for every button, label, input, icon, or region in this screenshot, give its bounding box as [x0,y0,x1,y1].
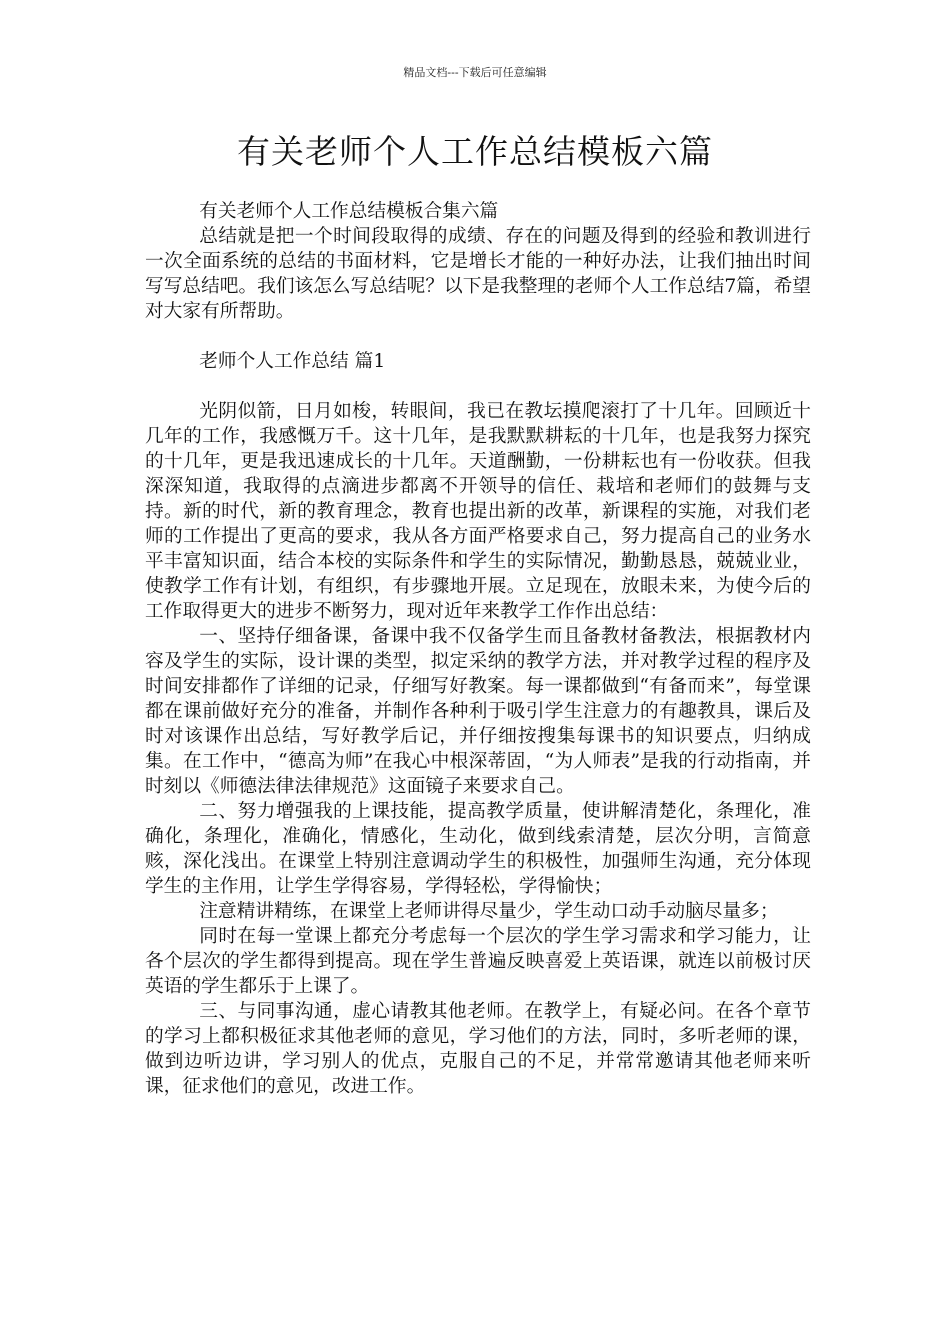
blank-line [145,374,811,399]
body-paragraph: 光阴似箭，日月如梭，转眼间，我已在教坛摸爬滚打了十几年。回顾近十几年的工作，我感慨万千。这十几年，是我默默耕耘的十几年，也是我努力探究的十几年，更是我迅速成长的十几年。天道酬勤，一份耕耘也有一份收获。但我深深知道，我取得的点滴进步都离不开领导的信任、栽培和老师们的鼓舞与支持。新的时代，新的教育理念，教育也提出新的改革，新课程的实施，对我们老师的工作提出了更高的要求，我从各方面严格要求自己，努力提高自己的业务水平丰富知识面，结合本校的实际条件和学生的实际情况，勤勤恳恳，兢兢业业，使教学工作有计划，有组织，有步骤地开展。立足现在，放眼未来，为使今后的工作取得更大的进步不断努力，现对近年来教学工作作出总结： [145,401,811,622]
document-title: 有关老师个人工作总结模板六篇 [237,132,713,171]
body-paragraph: 同时在每一堂课上都充分考虑每一个层次的学生学习需求和学习能力，让各个层次的学生都得到提高。现在学生普遍反映喜爱上英语课，就连以前极讨厌英语的学生都乐于上课了。 [145,926,811,997]
page-header: 精品文档---下载后可任意编辑 [403,66,547,79]
body-paragraph: 注意精讲精练，在课堂上老师讲得尽量少，学生动口动手动脑尽量多； [199,901,779,922]
document-body [145,199,811,1099]
document-subtitle: 有关老师个人工作总结模板合集六篇 [199,201,499,222]
body-paragraph: 二、努力增强我的上课技能，提高教学质量，使讲解清楚化，条理化，准确化，条理化，准确化，情感化，生动化，做到线索清楚，层次分明，言简意赅，深化浅出。在课堂上特别注意调动学生的积极性，加强师生沟通，充分体现学生的主作用，让学生学得容易，学得轻松，学得愉快； [145,801,811,897]
body-paragraph: 三、与同事沟通，虚心请教其他老师。在教学上，有疑必问。在各个章节的学习上都积极征求其他老师的意见，学习他们的方法，同时，多听老师的课，做到边听边讲，学习别人的优点，克服自己的不足，并常常邀请其他老师来听课，征求他们的意见，改进工作。 [145,1001,811,1097]
body-paragraph: 一、坚持仔细备课，备课中我不仅备学生而且备教材备教法，根据教材内容及学生的实际，设计课的类型，拟定采纳的教学方法，并对教学过程的程序及时间安排都作了详细的记录，仔细写好教案。每一课都做到“有备而来”，每堂课都在课前做好充分的准备，并制作各种利于吸引学生注意力的有趣教具，课后及时对该课作出总结，写好教学后记，并仔细按搜集每课书的知识要点，归纳成集。在工作中，“德高为师”在我心中根深蒂固，“为人师表”是我的行动指南，并时刻以《师德法律法律规范》这面镜子来要求自己。 [145,626,811,797]
blank-line [145,324,811,349]
intro-paragraph: 总结就是把一个时间段取得的成绩、存在的问题及得到的经验和教训进行一次全面系统的总结的书面材料，它是增长才能的一种好办法，让我们抽出时间写写总结吧。我们该怎么写总结呢？以下是我整理的老师个人工作总结7篇，希望对大家有所帮助。 [145,226,811,322]
section-heading: 老师个人工作总结 篇1 [199,351,386,372]
